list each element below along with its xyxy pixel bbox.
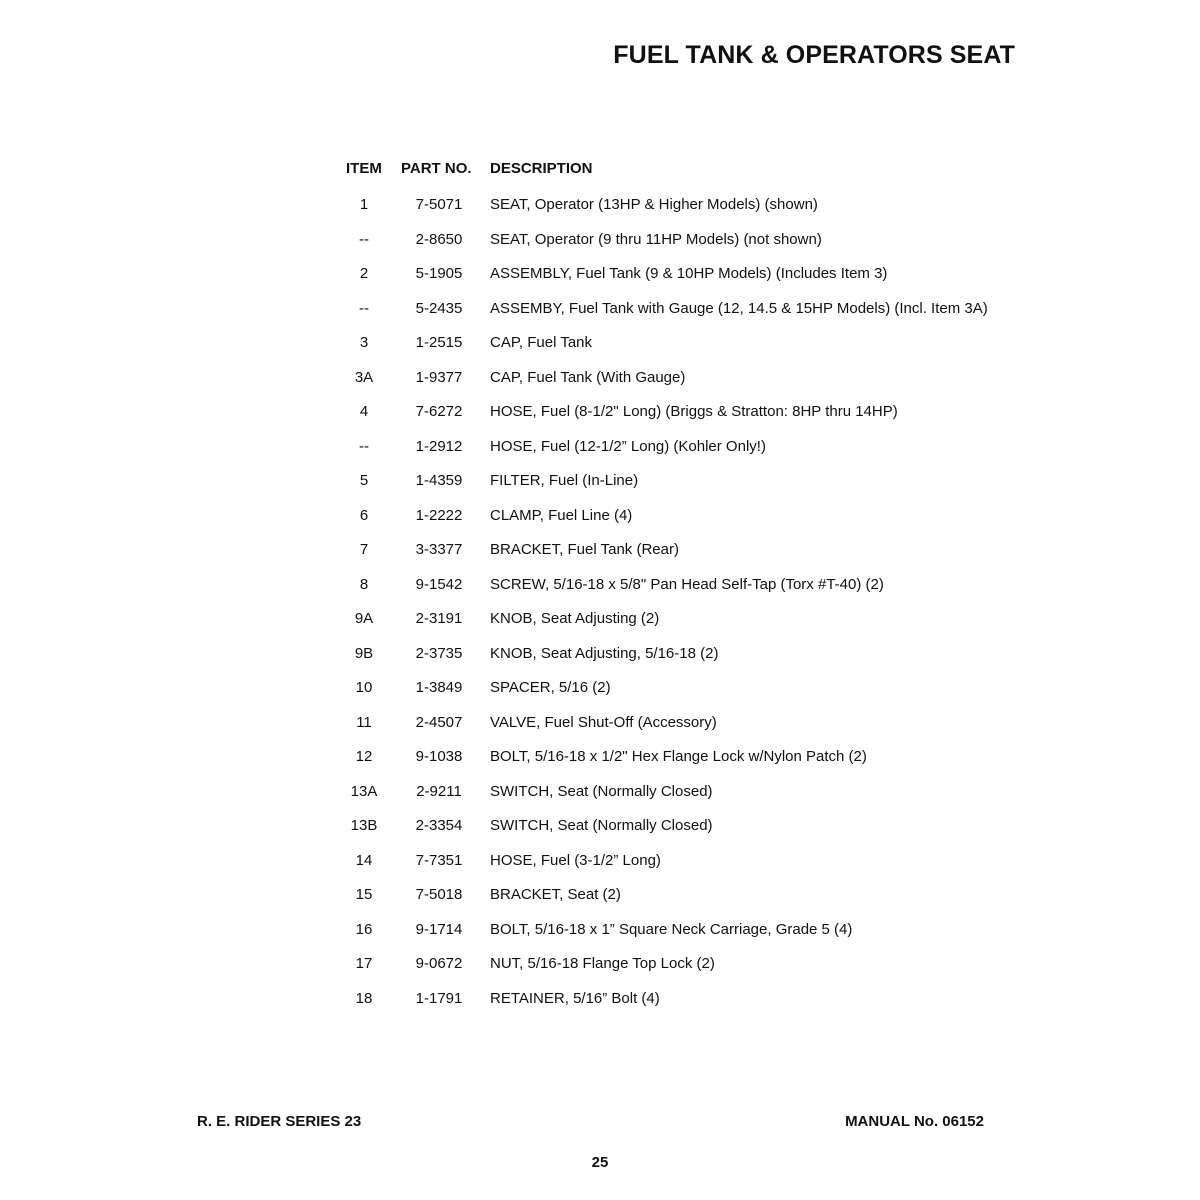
item-cell: 1 bbox=[359, 196, 369, 213]
item-cell: 18 bbox=[355, 989, 373, 1007]
item-cell: 4 bbox=[359, 403, 369, 420]
table-row bbox=[0, 913, 1200, 948]
table-row bbox=[0, 947, 1200, 982]
part-number-cell: 7-6272 bbox=[415, 403, 463, 420]
description-cell: SEAT, Operator (9 thru 11HP Models) (not shown) bbox=[490, 230, 822, 248]
part-number-cell: 7-5018 bbox=[415, 886, 463, 903]
description-cell: BRACKET, Fuel Tank (Rear) bbox=[490, 541, 679, 558]
table-row bbox=[0, 775, 1200, 810]
part-number-cell: 5-2435 bbox=[415, 299, 463, 317]
table-row bbox=[0, 361, 1200, 396]
table-row bbox=[0, 499, 1200, 534]
part-number-cell: 1-4359 bbox=[415, 472, 463, 489]
item-cell: 3 bbox=[359, 334, 369, 351]
item-cell: 14 bbox=[355, 851, 373, 869]
part-number-cell: 2-9211 bbox=[416, 782, 462, 800]
part-number-cell: 9-1714 bbox=[415, 920, 463, 938]
table-row bbox=[0, 533, 1200, 568]
table-row bbox=[0, 602, 1200, 637]
item-cell: 3A bbox=[354, 368, 374, 386]
table-row bbox=[0, 464, 1200, 499]
description-cell: KNOB, Seat Adjusting (2) bbox=[490, 610, 660, 627]
description-cell: NUT, 5/16-18 Flange Top Lock (2) bbox=[490, 955, 715, 972]
table-row bbox=[0, 395, 1200, 430]
item-cell: -- bbox=[359, 230, 369, 248]
description-cell: CLAMP, Fuel Line (4) bbox=[490, 506, 633, 524]
table-row bbox=[0, 568, 1200, 603]
item-cell: -- bbox=[359, 299, 369, 317]
description-cell: RETAINER, 5/16” Bolt (4) bbox=[490, 989, 660, 1007]
part-number-cell: 1-2912 bbox=[415, 437, 463, 455]
item-cell: 17 bbox=[355, 955, 373, 972]
part-number-cell: 2-3354 bbox=[415, 817, 463, 834]
part-number-cell: 1-2515 bbox=[415, 334, 463, 351]
description-cell: ASSEMBY, Fuel Tank with Gauge (12, 14.5 & 15HP Models) (Incl. Item 3A) bbox=[490, 299, 988, 317]
item-cell: 9A bbox=[354, 610, 374, 627]
description-cell: CAP, Fuel Tank bbox=[490, 334, 593, 351]
item-cell: 9B bbox=[354, 644, 374, 662]
part-number-cell: 5-1905 bbox=[415, 265, 463, 282]
header-description: DESCRIPTION bbox=[490, 160, 593, 177]
footer-series: R. E. RIDER SERIES 23 bbox=[197, 1113, 362, 1130]
part-number-cell: 7-7351 bbox=[415, 851, 463, 869]
description-cell: SWITCH, Seat (Normally Closed) bbox=[490, 782, 713, 800]
table-row bbox=[0, 188, 1200, 223]
part-number-cell: 2-3191 bbox=[415, 610, 463, 627]
description-cell: CAP, Fuel Tank (With Gauge) bbox=[490, 368, 686, 386]
parts-table bbox=[0, 150, 1200, 1016]
description-cell: VALVE, Fuel Shut-Off (Accessory) bbox=[490, 713, 717, 731]
description-cell: BOLT, 5/16-18 x 1/2" Hex Flange Lock w/Nylon Patch (2) bbox=[490, 748, 867, 765]
page-title: FUEL TANK & OPERATORS SEAT bbox=[613, 41, 1015, 69]
table-row bbox=[0, 878, 1200, 913]
table-row bbox=[0, 982, 1200, 1017]
part-number-cell: 3-3377 bbox=[415, 541, 463, 558]
part-number-cell: 2-3735 bbox=[415, 644, 463, 662]
description-cell: SPACER, 5/16 (2) bbox=[490, 679, 611, 696]
table-row bbox=[0, 706, 1200, 741]
item-cell: 13B bbox=[350, 817, 378, 834]
table-row bbox=[0, 671, 1200, 706]
table-row bbox=[0, 292, 1200, 327]
item-cell: 10 bbox=[355, 679, 373, 696]
part-number-cell: 1-3849 bbox=[415, 679, 463, 696]
table-body bbox=[0, 188, 1200, 1016]
part-number-cell: 7-5071 bbox=[415, 196, 463, 213]
description-cell: ASSEMBLY, Fuel Tank (9 & 10HP Models) (Includes Item 3) bbox=[490, 265, 888, 282]
item-cell: 8 bbox=[359, 575, 369, 593]
table-row bbox=[0, 637, 1200, 672]
part-number-cell: 1-1791 bbox=[415, 989, 463, 1007]
table-header-row bbox=[0, 150, 1200, 188]
part-number-cell: 2-8650 bbox=[415, 230, 463, 248]
description-cell: BRACKET, Seat (2) bbox=[490, 886, 621, 903]
header-item: ITEM bbox=[346, 160, 382, 177]
footer-manual-number: MANUAL No. 06152 bbox=[845, 1113, 984, 1130]
table-row bbox=[0, 430, 1200, 465]
part-number-cell: 9-0672 bbox=[415, 955, 463, 972]
table-row bbox=[0, 326, 1200, 361]
part-number-cell: 2-4507 bbox=[415, 713, 463, 731]
part-number-cell: 9-1542 bbox=[415, 575, 463, 593]
description-cell: HOSE, Fuel (3-1/2” Long) bbox=[490, 851, 661, 869]
description-cell: SWITCH, Seat (Normally Closed) bbox=[490, 817, 713, 834]
item-cell: 5 bbox=[359, 472, 369, 489]
description-cell: KNOB, Seat Adjusting, 5/16-18 (2) bbox=[490, 644, 719, 662]
item-cell: 2 bbox=[359, 265, 369, 282]
header-part-no: PART NO. bbox=[401, 160, 472, 177]
item-cell: 7 bbox=[359, 541, 369, 558]
description-cell: FILTER, Fuel (In-Line) bbox=[490, 472, 639, 489]
description-cell: BOLT, 5/16-18 x 1” Square Neck Carriage, Grade 5 (4) bbox=[490, 920, 853, 938]
table-row bbox=[0, 809, 1200, 844]
description-cell: HOSE, Fuel (12-1/2” Long) (Kohler Only!) bbox=[490, 437, 766, 455]
part-number-cell: 1-9377 bbox=[415, 368, 463, 386]
item-cell: 16 bbox=[355, 920, 373, 938]
item-cell: -- bbox=[359, 437, 369, 455]
table-row bbox=[0, 223, 1200, 258]
item-cell: 11 bbox=[356, 713, 372, 731]
description-cell: SCREW, 5/16-18 x 5/8" Pan Head Self-Tap (Torx #T-40) (2) bbox=[490, 575, 884, 593]
part-number-cell: 9-1038 bbox=[415, 748, 463, 765]
part-number-cell: 1-2222 bbox=[415, 506, 463, 524]
item-cell: 6 bbox=[359, 506, 369, 524]
table-row bbox=[0, 740, 1200, 775]
item-cell: 13A bbox=[350, 782, 378, 800]
page-number: 25 bbox=[591, 1154, 609, 1171]
item-cell: 12 bbox=[355, 748, 373, 765]
table-row bbox=[0, 844, 1200, 879]
description-cell: SEAT, Operator (13HP & Higher Models) (shown) bbox=[490, 196, 818, 213]
description-cell: HOSE, Fuel (8-1/2" Long) (Briggs & Stratton: 8HP thru 14HP) bbox=[490, 403, 898, 420]
table-row bbox=[0, 257, 1200, 292]
item-cell: 15 bbox=[355, 886, 373, 903]
